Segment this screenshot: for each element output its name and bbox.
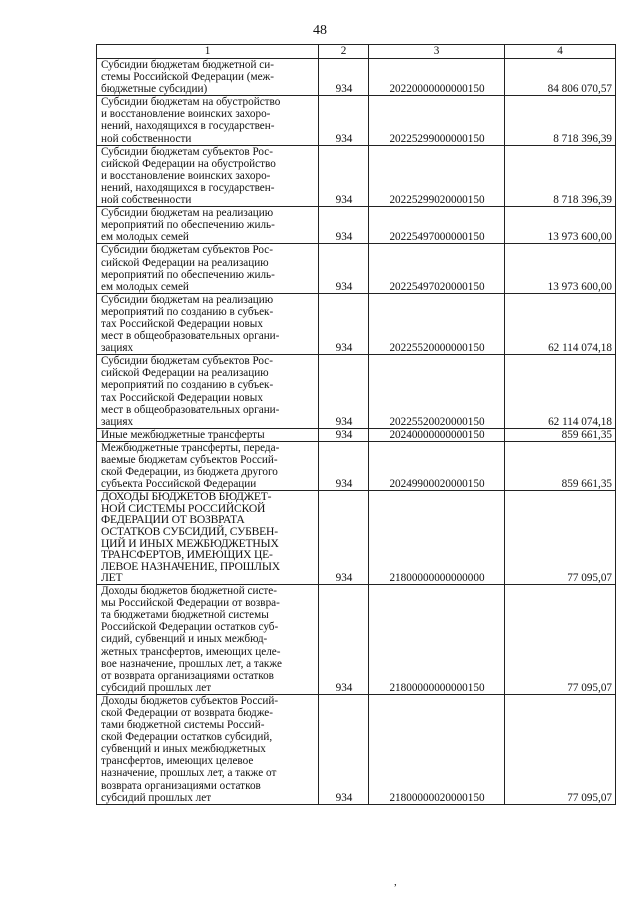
column-header-3: 3 xyxy=(369,45,505,59)
row-admin-code-cell: 934 xyxy=(319,293,369,354)
page-number: 48 xyxy=(313,23,327,38)
row-name-line: мест в общеобразовательных органи- xyxy=(101,330,280,343)
row-name-line: ОСТАТКОВ СУБСИДИЙ, СУБВЕН- xyxy=(101,525,278,539)
budget-revenue-table xyxy=(96,44,616,805)
row-name-line: субъекта Российской Федерации xyxy=(101,478,257,491)
table-row xyxy=(97,428,616,441)
row-name-line: Субсидии бюджетам субъектов Рос- xyxy=(101,355,273,368)
row-name-cell xyxy=(97,441,319,490)
table-row xyxy=(97,293,616,354)
row-admin-code-cell: 934 xyxy=(319,355,369,429)
row-name-line: ной собственности xyxy=(101,132,192,145)
row-name-line: сийской Федерации на обустройство xyxy=(101,157,276,170)
row-amount-cell: 62 114 074,18 xyxy=(505,293,616,354)
table-row xyxy=(97,585,616,695)
row-admin-code-cell: 934 xyxy=(319,145,369,206)
row-admin-code-cell: 934 xyxy=(319,441,369,490)
row-name-line: субсидий прошлых лет xyxy=(101,681,212,694)
row-name-line: ской Федерации остатков субсидий, xyxy=(101,731,273,744)
table-body xyxy=(97,59,616,805)
row-name-line: Межбюджетные трансферты, переда- xyxy=(101,441,280,454)
row-name-line: субвенций и иных межбюджетных xyxy=(101,743,266,756)
row-name-cell xyxy=(97,207,319,244)
row-name-line: Субсидии бюджетам на реализацию xyxy=(101,293,274,306)
row-amount-cell: 8 718 396,39 xyxy=(505,145,616,206)
row-name-line: НОЙ СИСТЕМЫ РОССИЙСКОЙ xyxy=(101,501,266,515)
row-classification-code-cell: 20249900020000150 xyxy=(369,441,505,490)
row-name-line: Доходы бюджетов субъектов Россий- xyxy=(101,694,279,707)
row-name-line: Субсидии бюджетам субъектов Рос- xyxy=(101,145,273,158)
row-name-line: Российской Федерации остатков суб- xyxy=(101,621,279,634)
table-row xyxy=(97,694,616,804)
row-name-line: ской Федерации, из бюджета другого xyxy=(101,466,278,479)
row-amount-cell: 77 095,07 xyxy=(505,585,616,695)
column-header-1: 1 xyxy=(97,45,319,59)
row-name-line: тах Российской Федерации новых xyxy=(101,317,263,330)
row-name-line: ской Федерации от возврата бюдже- xyxy=(101,706,273,719)
row-name-line: трансфертов, имеющих целевое xyxy=(101,755,254,768)
table-row xyxy=(97,59,616,96)
row-name-cell xyxy=(97,96,319,145)
row-name-line: вое назначение, прошлых лет, а также xyxy=(101,657,282,670)
row-name-line: мероприятий по обеспечению жиль- xyxy=(101,268,275,281)
row-classification-code-cell: 20225299020000150 xyxy=(369,145,505,206)
row-name-line: тах Российской Федерации новых xyxy=(101,391,263,404)
row-name-line: ЦИЙ И ИНЫХ МЕЖБЮДЖЕТНЫХ xyxy=(101,536,279,550)
row-name-line: сийской Федерации на реализацию xyxy=(101,367,269,380)
row-admin-code-cell: 934 xyxy=(319,491,369,585)
row-name-line: и восстановление воинских захоро- xyxy=(101,169,271,182)
row-admin-code-cell: 934 xyxy=(319,694,369,804)
row-name-line: нений, находящихся в государствен- xyxy=(101,181,275,194)
row-amount-cell: 859 661,35 xyxy=(505,428,616,441)
row-name-line: Субсидии бюджетам бюджетной си- xyxy=(101,59,274,71)
row-name-line: мы Российской Федерации от возвра- xyxy=(101,597,280,610)
row-name-line: Субсидии бюджетам на обустройство xyxy=(101,96,281,109)
row-name-cell xyxy=(97,694,319,804)
row-name-cell xyxy=(97,293,319,354)
row-name-line: нений, находящихся в государствен- xyxy=(101,120,275,133)
row-amount-cell: 77 095,07 xyxy=(505,694,616,804)
row-name-line: та бюджетами бюджетной системы xyxy=(101,609,269,622)
table-row xyxy=(97,491,616,585)
row-name-line: жетных трансфертов, имеющих целе- xyxy=(101,645,281,658)
row-name-line: мероприятий по созданию в субъек- xyxy=(101,379,274,392)
row-name-line: назначение, прошлых лет, а также от xyxy=(101,767,277,780)
row-name-cell xyxy=(97,59,319,96)
row-name-line: ваемые бюджетам субъектов Россий- xyxy=(101,454,278,466)
table-row xyxy=(97,244,616,293)
table-row xyxy=(97,145,616,206)
row-admin-code-cell: 934 xyxy=(319,244,369,293)
table-row xyxy=(97,355,616,429)
row-name-line: возврата организациями остатков xyxy=(101,779,261,792)
table-row xyxy=(97,96,616,145)
row-name-line: ем молодых семей xyxy=(101,280,189,293)
row-name-line: Субсидии бюджетам на реализацию xyxy=(101,207,274,220)
row-classification-code-cell: 21800000000000150 xyxy=(369,585,505,695)
row-name-cell xyxy=(97,585,319,695)
row-name-line: ЛЕТ xyxy=(101,571,123,585)
row-amount-cell: 8 718 396,39 xyxy=(505,96,616,145)
row-classification-code-cell: 21800000000000000 xyxy=(369,491,505,585)
table-row xyxy=(97,441,616,490)
row-name-line: бюджетные субсидии) xyxy=(101,83,208,96)
row-admin-code-cell: 934 xyxy=(319,585,369,695)
row-name-line: ДОХОДЫ БЮДЖЕТОВ БЮДЖЕТ- xyxy=(101,490,272,504)
row-name-line: мероприятий по созданию в субъек- xyxy=(101,305,274,318)
table-header-row xyxy=(97,45,616,59)
row-name-line: зациях xyxy=(101,342,134,355)
row-name-line: ТРАНСФЕРТОВ, ИМЕЮЩИХ ЦЕ- xyxy=(101,548,273,562)
row-name-line: мест в общеобразовательных органи- xyxy=(101,403,280,416)
column-header-2: 2 xyxy=(319,45,369,59)
row-admin-code-cell: 934 xyxy=(319,428,369,441)
row-admin-code-cell: 934 xyxy=(319,59,369,96)
row-classification-code-cell: 21800000020000150 xyxy=(369,694,505,804)
row-name-cell xyxy=(97,145,319,206)
row-name-cell xyxy=(97,355,319,429)
row-name-cell xyxy=(97,491,319,585)
row-amount-cell: 77 095,07 xyxy=(505,491,616,585)
row-name-line: ем молодых семей xyxy=(101,231,189,244)
row-admin-code-cell: 934 xyxy=(319,96,369,145)
row-name-line: сийской Федерации на реализацию xyxy=(101,256,269,269)
row-classification-code-cell: 20225497000000150 xyxy=(369,207,505,244)
row-name-line: Доходы бюджетов бюджетной систе- xyxy=(101,585,277,598)
row-classification-code-cell: 20225497020000150 xyxy=(369,244,505,293)
row-amount-cell: 13 973 600,00 xyxy=(505,207,616,244)
row-classification-code-cell: 20225299000000150 xyxy=(369,96,505,145)
row-amount-cell: 62 114 074,18 xyxy=(505,355,616,429)
row-name-line: ФЕДЕРАЦИИ ОТ ВОЗВРАТА xyxy=(101,513,245,527)
row-amount-cell: 13 973 600,00 xyxy=(505,244,616,293)
row-name-line: ЛЕВОЕ НАЗНАЧЕНИЕ, ПРОШЛЫХ xyxy=(101,559,280,573)
row-admin-code-cell: 934 xyxy=(319,207,369,244)
column-header-4: 4 xyxy=(505,45,616,59)
row-name-line: от возврата организациями остатков xyxy=(101,669,274,682)
row-name-line: мероприятий по обеспечению жиль- xyxy=(101,219,275,232)
row-name-line: и восстановление воинских захоро- xyxy=(101,108,271,121)
row-name-line: зациях xyxy=(101,415,134,428)
row-name-line: сидий, субвенций и иных межбюд- xyxy=(101,633,268,646)
row-classification-code-cell: 20240000000000150 xyxy=(369,428,505,441)
row-classification-code-cell: 20225520000000150 xyxy=(369,293,505,354)
row-classification-code-cell: 20225520020000150 xyxy=(369,355,505,429)
row-name-line: Субсидии бюджетам субъектов Рос- xyxy=(101,244,273,257)
row-amount-cell: 84 806 070,57 xyxy=(505,59,616,96)
row-name-line: субсидий прошлых лет xyxy=(101,791,212,804)
row-name-line: стемы Российской Федерации (меж- xyxy=(101,71,275,84)
row-name-line: Иные межбюджетные трансферты xyxy=(101,428,265,441)
row-name-line: тами бюджетной системы Россий- xyxy=(101,719,265,732)
footer-mark: , xyxy=(394,876,397,888)
row-name-cell xyxy=(97,244,319,293)
row-name-line: ной собственности xyxy=(101,194,192,207)
row-classification-code-cell: 20220000000000150 xyxy=(369,59,505,96)
table-row xyxy=(97,207,616,244)
row-name-cell xyxy=(97,428,319,441)
row-amount-cell: 859 661,35 xyxy=(505,441,616,490)
